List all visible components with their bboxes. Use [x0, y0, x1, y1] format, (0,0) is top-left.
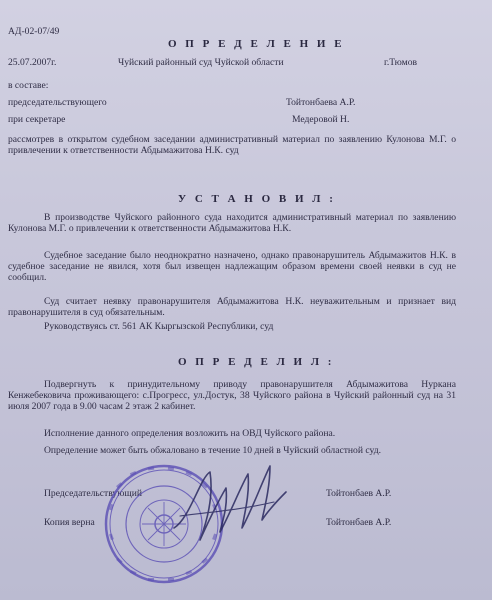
signature-name: Тойтонбаев А.Р.: [326, 488, 392, 499]
signature-name: Тойтонбаев А.Р.: [326, 517, 392, 528]
secretary-name: Медеровой Н.: [292, 114, 350, 125]
composition-label: в составе:: [8, 80, 49, 91]
intro-paragraph: рассмотрев в открытом судебном заседании административный материал по заявлению Кулонова М.Г. о привлечении к ответственности Абдымажитова Н.К. суд: [8, 134, 456, 156]
established-paragraph: В производстве Чуйского районного суда находится административный материал по заявлению Кулонова М.Г. о привлечении к ответственности Абдымажитова Н.К.: [8, 212, 456, 234]
case-number: АД-02-07/49: [8, 26, 60, 37]
established-paragraph: Судебное заседание было неоднократно назначено, однако правонарушитель Абдымажитов Н.К. в судебное заседание не явился, хотя был извещен надлежащим образом времени своей неявки в суд не сообщил.: [8, 250, 456, 283]
decision-paragraph: Исполнение данного определения возложить на ОВД Чуйского района.: [44, 428, 336, 439]
section-title-established: У С Т А Н О В И Л :: [178, 193, 336, 205]
city: г.Тюмов: [384, 57, 418, 68]
document-date: 25.07.2007г.: [8, 57, 57, 68]
signature-label: Копия верна: [44, 517, 95, 528]
established-paragraph: Суд считает неявку правонарушителя Абдымажитова Н.К. неуважительным и признает вид правонарушителя в суд обязательным.: [8, 296, 456, 318]
established-paragraph: Руководствуясь ст. 561 АК Кыргызской Республики, суд: [44, 321, 274, 332]
court-name: Чуйский районный суд Чуйской области: [118, 57, 284, 68]
section-title-decided: О П Р Е Д Е Л И Л :: [178, 356, 335, 368]
decision-paragraph: Подвергнуть к принудительному приводу правонарушителя Абдымажитова Нуркана Кенжебековича проживающего: с.Прогресс, ул.Достук, 38 Чуйского района в Чуйский районный суд на 31 июля 2007 года в 9.00 часам 2 этаж 2 кабинет.: [8, 379, 456, 412]
secretary-label: при секретаре: [8, 114, 66, 125]
presiding-label: председательствующего: [8, 97, 107, 108]
signature-label: Председательствующий: [44, 488, 143, 499]
presiding-name: Тойтонбаева А.Р.: [286, 97, 356, 108]
document-title: О П Р Е Д Е Л Е Н И Е: [168, 38, 345, 50]
handwritten-signature: [170, 458, 290, 548]
decision-paragraph: Определение может быть обжаловано в течение 10 дней в Чуйский областной суд.: [44, 445, 381, 456]
